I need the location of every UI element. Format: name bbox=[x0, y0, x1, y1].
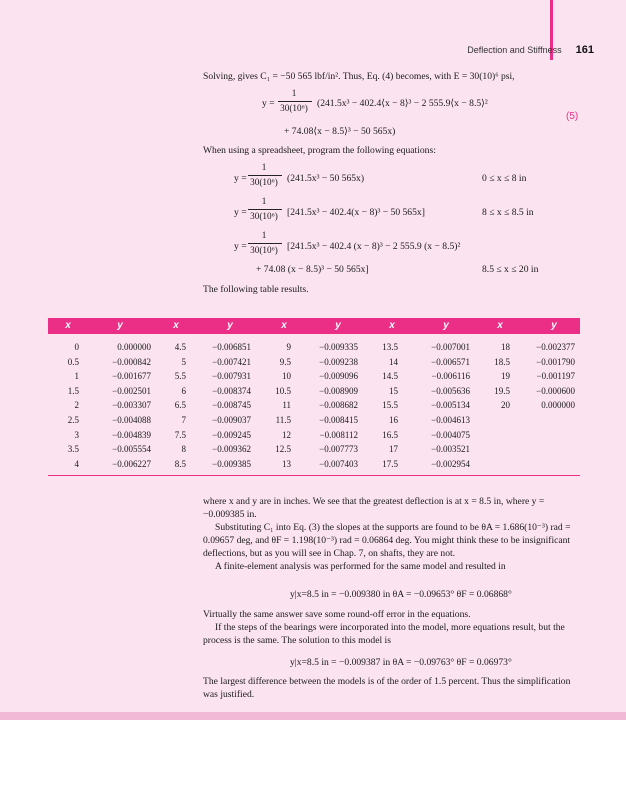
table-cell: 17 bbox=[389, 444, 398, 455]
table-cell: 15 bbox=[389, 385, 398, 396]
sheet-eq2-lhs: y = bbox=[234, 207, 247, 218]
table-cell: 0 bbox=[74, 342, 79, 352]
table-cell: −0.009037 bbox=[212, 415, 251, 425]
table-cell: 6.5 bbox=[174, 400, 186, 411]
table-cell: 4.5 bbox=[174, 342, 186, 352]
table-cell: −0.005636 bbox=[431, 385, 470, 396]
table-cell: 18 bbox=[501, 342, 510, 352]
max-deflection-paragraph: where x and y are in inches. We see that the greatest deflection is at x = 8.5 in, where y = −0.009385 in. bbox=[203, 496, 545, 520]
eq5-denominator: 30(10⁶) bbox=[280, 103, 308, 113]
table-cell: 0.000000 bbox=[117, 342, 151, 352]
eq5-line-2: + 74.08⟨x − 8.5⟩³ − 50 565x) bbox=[284, 126, 396, 137]
table-cell: −0.007931 bbox=[212, 371, 251, 382]
sheet-eq1-numerator: 1 bbox=[261, 162, 267, 172]
sheet-eq3-denominator: 30(10⁶) bbox=[250, 245, 278, 255]
table-cell: 19.5 bbox=[494, 385, 510, 396]
table-cell: 12.5 bbox=[275, 444, 291, 455]
sheet-eq3-numerator: 1 bbox=[261, 230, 267, 240]
table-header-x: x bbox=[497, 320, 503, 331]
table-cell: −0.002501 bbox=[112, 385, 151, 396]
table-cell: −0.009238 bbox=[319, 356, 358, 367]
table-cell: −0.002954 bbox=[431, 458, 470, 469]
conclusion bbox=[203, 675, 581, 701]
fea-result-2: y|x=8.5 in = −0.009387 in θA = −0.09763° θF = 0.06973° bbox=[290, 657, 512, 668]
table-cell: 15.5 bbox=[382, 400, 398, 411]
table-cell: −0.008112 bbox=[319, 429, 358, 440]
table-cell: 13 bbox=[282, 458, 291, 469]
table-cell: −0.009335 bbox=[319, 342, 358, 352]
sheet-eq2-numerator: 1 bbox=[261, 196, 267, 206]
table-cell: 11.5 bbox=[275, 415, 291, 425]
table-cell: −0.003521 bbox=[431, 444, 470, 455]
eq5-lhs: y = bbox=[262, 98, 275, 109]
sheet-eq2-body: [241.5x³ − 402.4(x − 8)³ − 50 565x] bbox=[287, 207, 425, 218]
table-cell: 16 bbox=[389, 415, 398, 425]
fea-result-1: y|x=8.5 in = −0.009380 in θA = −0.09653° θF = 0.06868° bbox=[290, 589, 512, 600]
table-cell: 6 bbox=[181, 385, 186, 396]
table-cell: −0.006116 bbox=[431, 371, 470, 382]
table-cell: −0.008909 bbox=[319, 385, 358, 396]
table-cell: −0.007421 bbox=[212, 356, 251, 367]
table-cell: −0.006851 bbox=[212, 342, 251, 352]
table-cell: 3 bbox=[74, 429, 79, 440]
table-cell: −0.005134 bbox=[431, 400, 470, 411]
table-cell: 18.5 bbox=[494, 356, 510, 367]
table-cell: 0.5 bbox=[67, 356, 79, 367]
table-cell: −0.008682 bbox=[319, 400, 358, 411]
table-intro: The following table results. bbox=[203, 284, 309, 295]
table-cell: −0.001677 bbox=[112, 371, 151, 382]
sheet-eq3-lhs: y = bbox=[234, 241, 247, 252]
table-cell: −0.008745 bbox=[212, 400, 251, 411]
table-header-x: x bbox=[389, 320, 395, 331]
fea-intro-paragraph: A finite-element analysis was performed for the same model and resulted in bbox=[215, 561, 506, 572]
table-cell: −0.007403 bbox=[319, 458, 358, 469]
table-header-y: y bbox=[551, 320, 557, 331]
table-cell: 1.5 bbox=[67, 385, 79, 396]
table-cell: −0.009096 bbox=[319, 371, 358, 382]
conclusion-paragraph: The largest difference between the models is of the order of 1.5 percent. Thus the simplification was justified. bbox=[203, 676, 571, 700]
table-cell: 7.5 bbox=[174, 429, 186, 440]
table-cell: −0.002377 bbox=[536, 342, 575, 352]
table-cell: 1 bbox=[74, 371, 79, 382]
table-cell: −0.007001 bbox=[431, 342, 470, 352]
eq5-fraction-bar bbox=[278, 101, 312, 102]
table-bottom-rule bbox=[48, 475, 580, 476]
table-cell: −0.009385 bbox=[212, 458, 251, 469]
text-after-table bbox=[203, 495, 581, 573]
running-header bbox=[467, 44, 594, 56]
sheet-eq3-fraction-bar bbox=[248, 243, 282, 244]
section-title: Deflection and Stiffness bbox=[467, 45, 562, 55]
table-cell: 13.5 bbox=[382, 342, 398, 352]
table-cell: 14 bbox=[389, 356, 398, 367]
bearing-steps-paragraph: If the steps of the bearings were incorporated into the model, more equations result, but the process is the same. The solution to this model is bbox=[203, 622, 565, 646]
table-cell: 8 bbox=[181, 444, 186, 455]
table-cell: −0.009245 bbox=[212, 429, 251, 440]
table-cell: −0.004075 bbox=[431, 429, 470, 440]
table-cell: −0.001790 bbox=[536, 356, 575, 367]
sheet-eq1-body: (241.5x³ − 50 565x) bbox=[287, 173, 365, 184]
table-cell: 10 bbox=[282, 371, 291, 382]
table-cell: 19 bbox=[501, 371, 510, 382]
sheet-eq3-body: [241.5x³ − 402.4 (x − 8)³ − 2 555.9 (x − 8.5)² bbox=[287, 241, 461, 252]
sheet-eq3-continuation: + 74.08 (x − 8.5)³ − 50 565x] bbox=[256, 264, 369, 275]
table-cell: 8.5 bbox=[174, 458, 186, 469]
table-cell: 4 bbox=[74, 458, 79, 469]
table-cell: 2 bbox=[74, 400, 79, 411]
table-cell: −0.008415 bbox=[319, 415, 358, 425]
table-cell: 16.5 bbox=[382, 429, 398, 440]
table-cell: −0.004088 bbox=[112, 415, 151, 425]
sheet-eq1-denominator: 30(10⁶) bbox=[250, 177, 278, 187]
page-bottom-band bbox=[0, 712, 626, 720]
eq5-line-1: (241.5x³ − 402.4⟨x − 8⟩³ − 2 555.9⟨x − 8.5⟩² bbox=[317, 98, 488, 109]
table-cell: −0.008374 bbox=[212, 385, 251, 396]
eq5-number: (5) bbox=[566, 111, 579, 122]
table-cell: −0.001197 bbox=[536, 371, 575, 382]
table-header-y: y bbox=[227, 320, 233, 331]
table-cell: 10.5 bbox=[275, 385, 291, 396]
table-cell: −0.007773 bbox=[319, 444, 358, 455]
eq5-numerator: 1 bbox=[291, 88, 297, 98]
table-header-x: x bbox=[173, 320, 179, 331]
sheet-eq1-fraction-bar bbox=[248, 175, 282, 176]
table-cell: 11 bbox=[282, 400, 291, 411]
table-cell: 2.5 bbox=[67, 415, 79, 425]
table-cell: 5 bbox=[181, 356, 186, 367]
table-cell: −0.009362 bbox=[212, 444, 251, 455]
table-cell: 7 bbox=[181, 415, 186, 425]
table-header-y: y bbox=[335, 320, 341, 331]
table-cell: 17.5 bbox=[382, 458, 398, 469]
table-cell: −0.004613 bbox=[431, 415, 470, 425]
table-header-y: y bbox=[117, 320, 123, 331]
table-header-x: x bbox=[65, 320, 71, 331]
table-cell: −0.003307 bbox=[112, 400, 151, 411]
table-cell: 14.5 bbox=[382, 371, 398, 382]
sheet-eq1-range: 0 ≤ x ≤ 8 in bbox=[482, 173, 527, 184]
spreadsheet-intro: When using a spreadsheet, program the following equations: bbox=[203, 145, 436, 156]
sheet-eq1-lhs: y = bbox=[234, 173, 247, 184]
table-cell: −0.004839 bbox=[112, 429, 151, 440]
page-number: 161 bbox=[575, 44, 594, 56]
table-cell: 12 bbox=[282, 429, 291, 440]
solving-line: Solving, gives C₁ = −50 565 lbf/in². Thus, Eq. (4) becomes, with E = 30(10)⁶ psi, bbox=[203, 71, 515, 82]
table-cell: −0.000842 bbox=[112, 356, 151, 367]
sheet-eq3-range: 8.5 ≤ x ≤ 20 in bbox=[482, 264, 539, 275]
table-cell: 9 bbox=[286, 342, 291, 352]
sheet-eq2-denominator: 30(10⁶) bbox=[250, 211, 278, 221]
table-header-x: x bbox=[281, 320, 287, 331]
sheet-eq2-fraction-bar bbox=[248, 209, 282, 210]
table-cell: 3.5 bbox=[67, 444, 79, 455]
table-cell: 5.5 bbox=[174, 371, 186, 382]
text-continued bbox=[203, 608, 581, 647]
slopes-paragraph: Substituting C₁ into Eq. (3) the slopes at the supports are found to be θA = 1.686(10⁻³) rad = 0.09657 deg, and θF = 1.198(10⁻³) rad = 0.06864 deg. You might think these to be insignificant deflections, but as you will see in Chap. 7, on shafts, they are not. bbox=[203, 522, 571, 559]
sheet-eq2-range: 8 ≤ x ≤ 8.5 in bbox=[482, 207, 534, 218]
table-cell: 9.5 bbox=[279, 356, 291, 367]
table-cell: 20 bbox=[501, 400, 510, 411]
table-cell: 0.000000 bbox=[541, 400, 575, 411]
table-cell: −0.006571 bbox=[431, 356, 470, 367]
table-cell: −0.000600 bbox=[536, 385, 575, 396]
table-cell: −0.006227 bbox=[112, 458, 151, 469]
roundoff-paragraph: Virtually the same answer save some round-off error in the equations. bbox=[203, 609, 471, 620]
table-header-y: y bbox=[443, 320, 449, 331]
table-cell: −0.005554 bbox=[112, 444, 151, 455]
